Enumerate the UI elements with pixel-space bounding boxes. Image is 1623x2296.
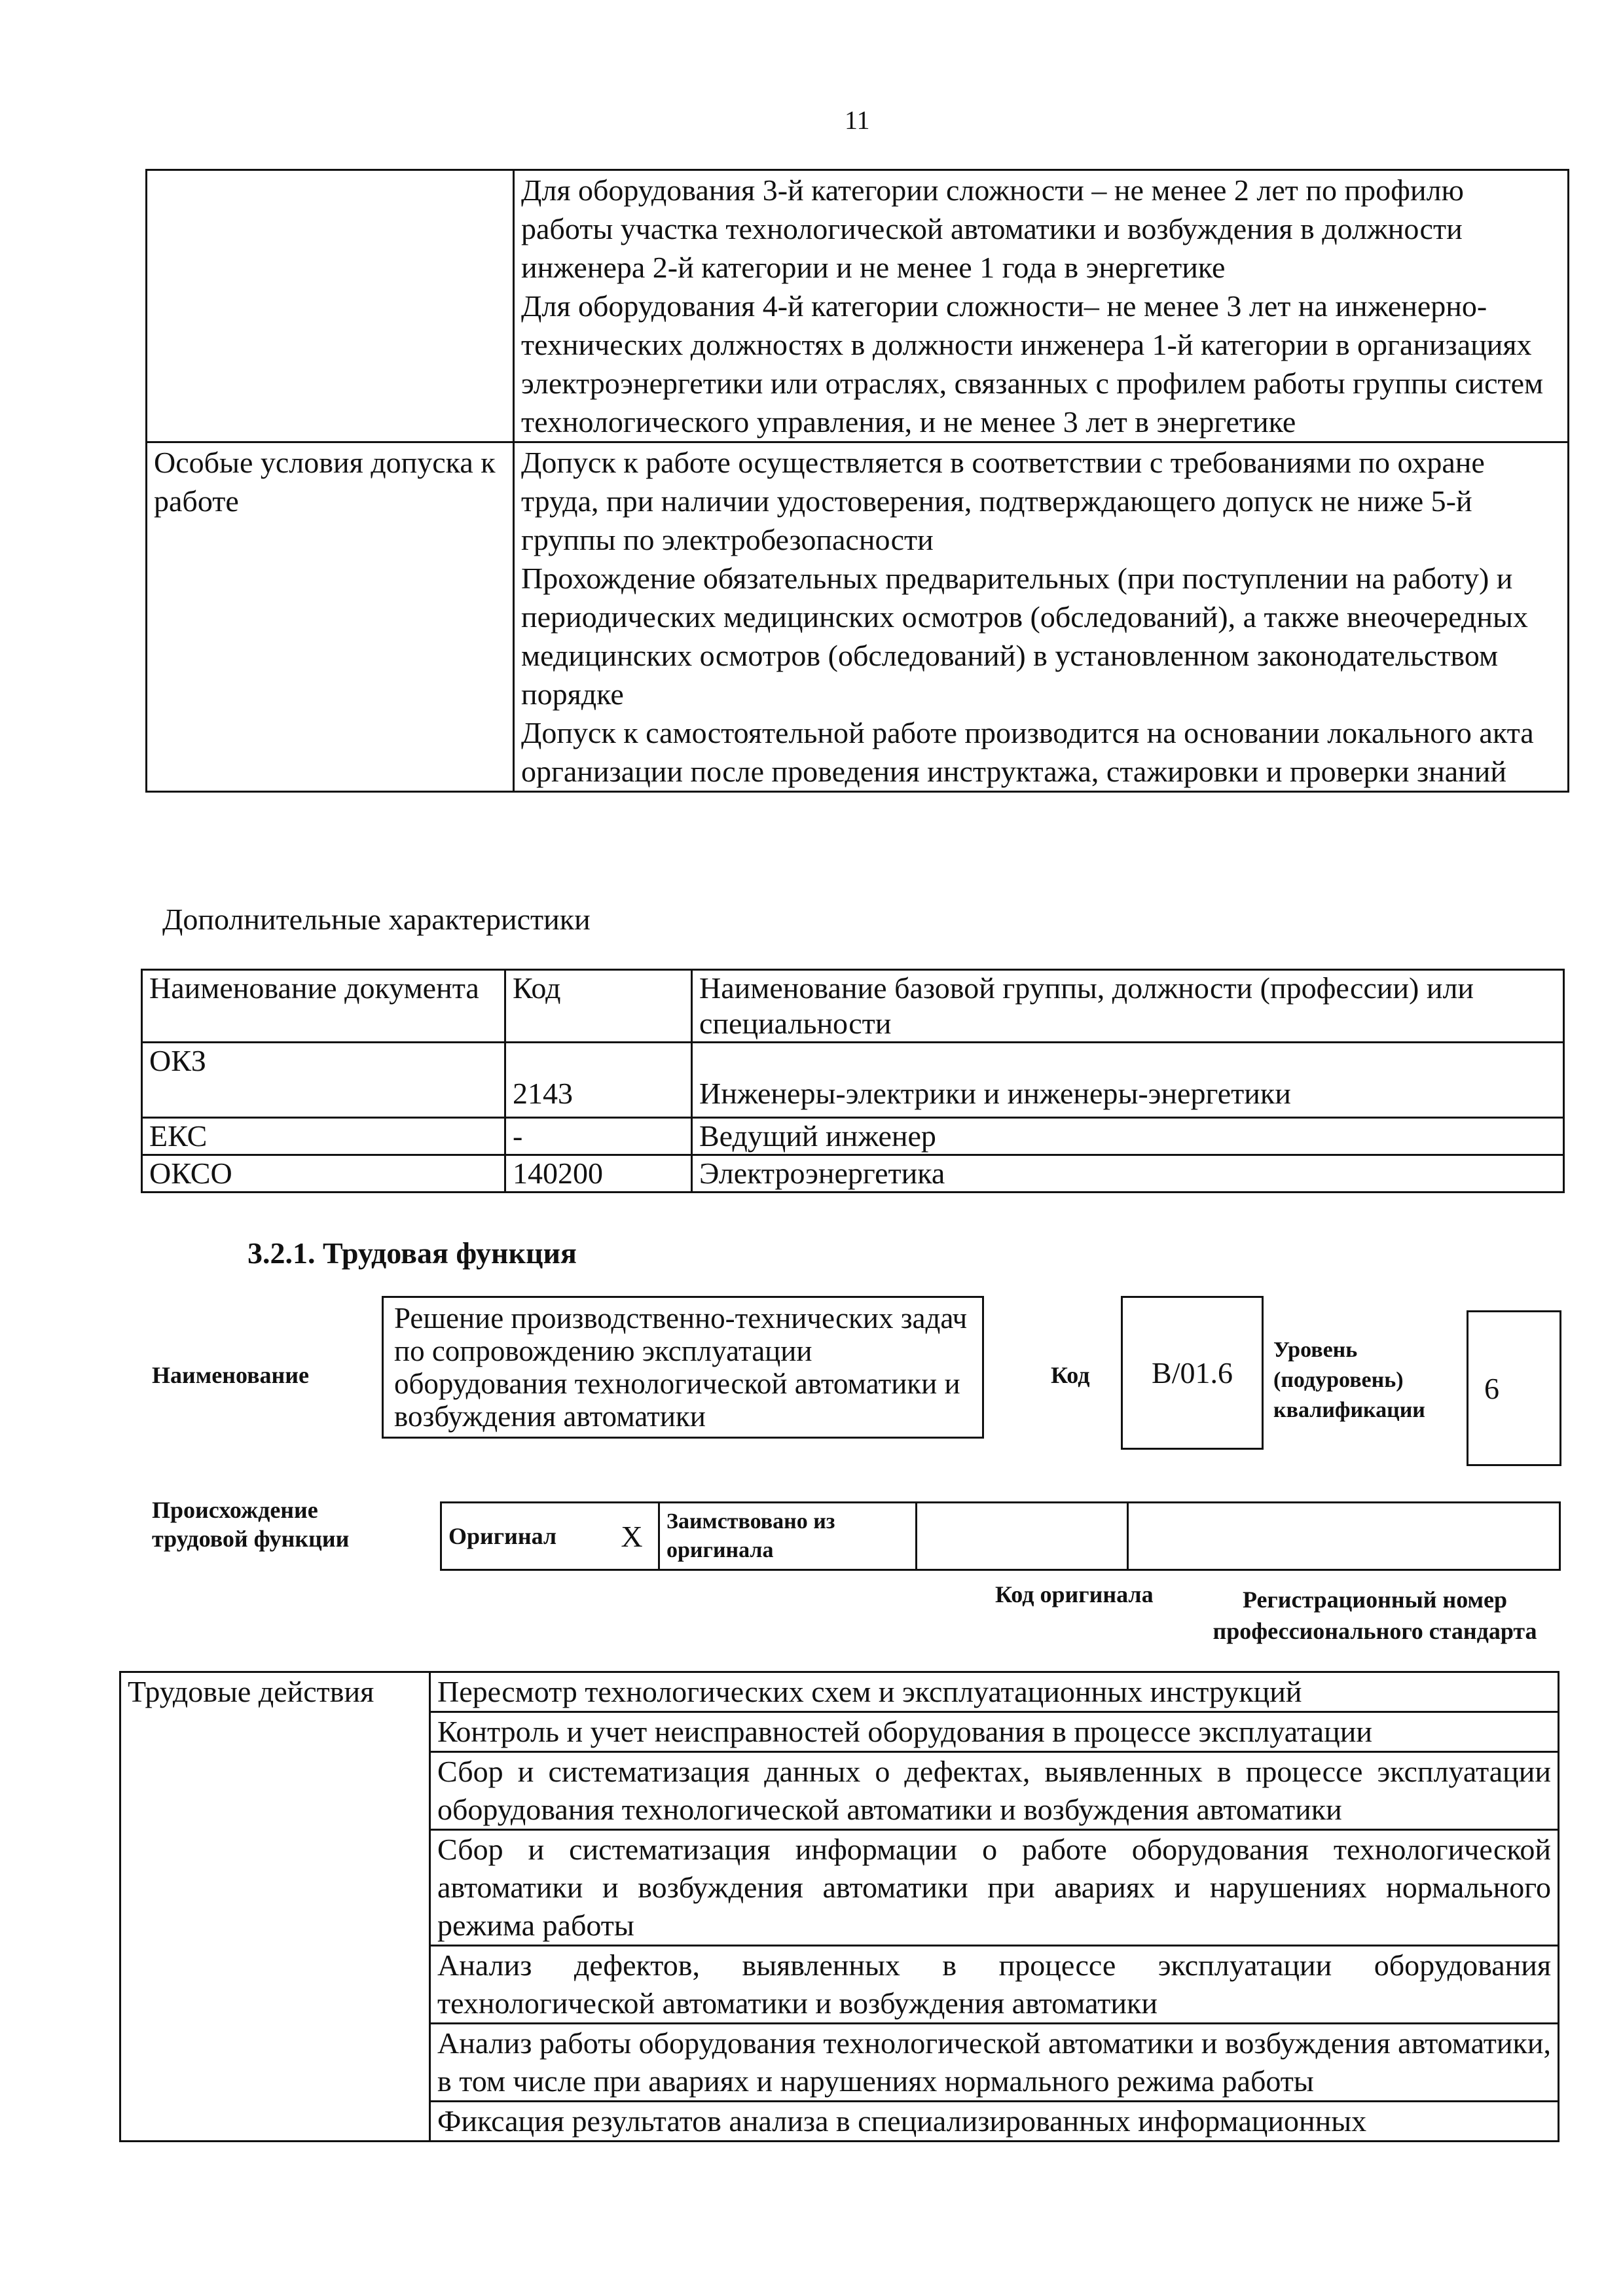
requirements-table: [145, 169, 1569, 793]
table-row: [142, 1118, 1564, 1155]
header-cell: Наименование документа: [142, 970, 505, 1043]
code-box: В/01.6: [1121, 1296, 1264, 1450]
reg-number-label: Регистрационный номер профессионального стандарта: [1213, 1587, 1537, 1644]
table-cell: Ведущий инженер: [692, 1118, 1564, 1155]
experience-paragraph: Для оборудования 3-й категории сложности – не менее 2 лет по профилю работы участка технологической автоматики и возбуждения в должности инженера 2-й категории и не менее 1 года в энергетике: [521, 173, 1464, 284]
table-cell: ОКЗ: [142, 1043, 505, 1118]
origin-table: [440, 1501, 1561, 1571]
action-item: Контроль и учет неисправностей оборудования в процессе эксплуатации: [430, 1712, 1559, 1752]
code-original-label: Код оригинала: [995, 1581, 1154, 1607]
table-row: [142, 1155, 1564, 1193]
original-mark: Х: [606, 1503, 659, 1570]
condition-paragraph: Прохождение обязательных предварительных (при поступлении на работу) и периодических медицинских осмотров (обследований), а также внеочередных медицинских осмотров (обследований) в установленном законодательством порядке: [521, 562, 1528, 711]
table-header-row: [142, 970, 1564, 1043]
table-cell: ЕКС: [142, 1118, 505, 1155]
experience-cell: [514, 170, 1569, 442]
table-row: [441, 1503, 1560, 1570]
borrowed-label: Заимствовано из оригинала: [659, 1503, 917, 1570]
table-cell: 140200: [505, 1155, 692, 1193]
table-cell: Инженеры-электрики и инженеры-энергетики: [692, 1043, 1564, 1118]
level-box: 6: [1467, 1310, 1561, 1466]
header-cell: Код: [505, 970, 692, 1043]
action-item: Фиксация результатов анализа в специализированных информационных: [430, 2102, 1559, 2142]
table-row: [147, 442, 1569, 792]
table-cell: 2143: [505, 1043, 692, 1118]
original-label: Оригинал: [441, 1503, 606, 1570]
additional-heading: Дополнительные характеристики: [162, 903, 591, 936]
origin-label: Происхождение трудовой функции: [152, 1497, 350, 1552]
additional-table: [141, 969, 1565, 1193]
table-cell: -: [505, 1118, 692, 1155]
condition-paragraph: Допуск к работе осуществляется в соответствии с требованиями по охране труда, при наличии удостоверения, подтверждающего допуск не ниже 5-й группы по электробезопасности: [521, 446, 1485, 556]
labour-actions-label: Трудовые действия: [120, 1672, 430, 2142]
name-label: Наименование: [152, 1362, 309, 1388]
special-conditions-label: Особые условия допуска к работе: [147, 442, 514, 792]
function-name-box: Решение производственно-технических задач по сопровождению эксплуатации оборудования технологической автоматики и возбуждения автоматики: [382, 1296, 984, 1439]
table-row: [120, 1672, 1559, 1712]
labour-actions-table: [119, 1671, 1559, 2142]
code-label: Код: [1051, 1362, 1090, 1388]
action-item: Анализ дефектов, выявленных в процессе эксплуатации оборудования технологической автоматики и возбуждения автоматики: [430, 1946, 1559, 2024]
table-row: [147, 170, 1569, 442]
table-row: [142, 1043, 1564, 1118]
action-item: Анализ работы оборудования технологической автоматики и возбуждения автоматики, в том числе при авариях и нарушениях нормального режима работы: [430, 2024, 1559, 2102]
action-item: Сбор и систематизация информации о работе оборудования технологической автоматики и возбуждения автоматики при авариях и нарушениях нормального режима работы: [430, 1830, 1559, 1946]
condition-paragraph: Допуск к самостоятельной работе производится на основании локального акта организации после проведения инструктажа, стажировки и проверки знаний: [521, 716, 1534, 788]
header-cell: Наименование базовой группы, должности (профессии) или специальности: [692, 970, 1564, 1043]
level-label: Уровень (подуровень) квалификации: [1273, 1338, 1425, 1422]
code-original-cell: [917, 1503, 1128, 1570]
action-item: Пересмотр технологических схем и эксплуатационных инструкций: [430, 1672, 1559, 1712]
reg-number-cell: [1128, 1503, 1560, 1570]
empty-label-cell: [147, 170, 514, 442]
action-item: Сбор и систематизация данных о дефектах, выявленных в процессе эксплуатации оборудования технологической автоматики и возбуждения автоматики: [430, 1752, 1559, 1830]
experience-paragraph: Для оборудования 4-й категории сложности– не менее 3 лет на инженерно-технических должностях в должности инженера 1-й категории в организациях электроэнергетики или отраслях, связанных с профилем работы группы систем технологического управления, и не менее 3 лет в энергетике: [521, 289, 1544, 439]
table-cell: ОКСО: [142, 1155, 505, 1193]
special-conditions-cell: [514, 442, 1569, 792]
table-cell: Электроэнергетика: [692, 1155, 1564, 1193]
section-title: 3.2.1. Трудовая функция: [247, 1236, 577, 1270]
page-number: 11: [845, 105, 870, 135]
